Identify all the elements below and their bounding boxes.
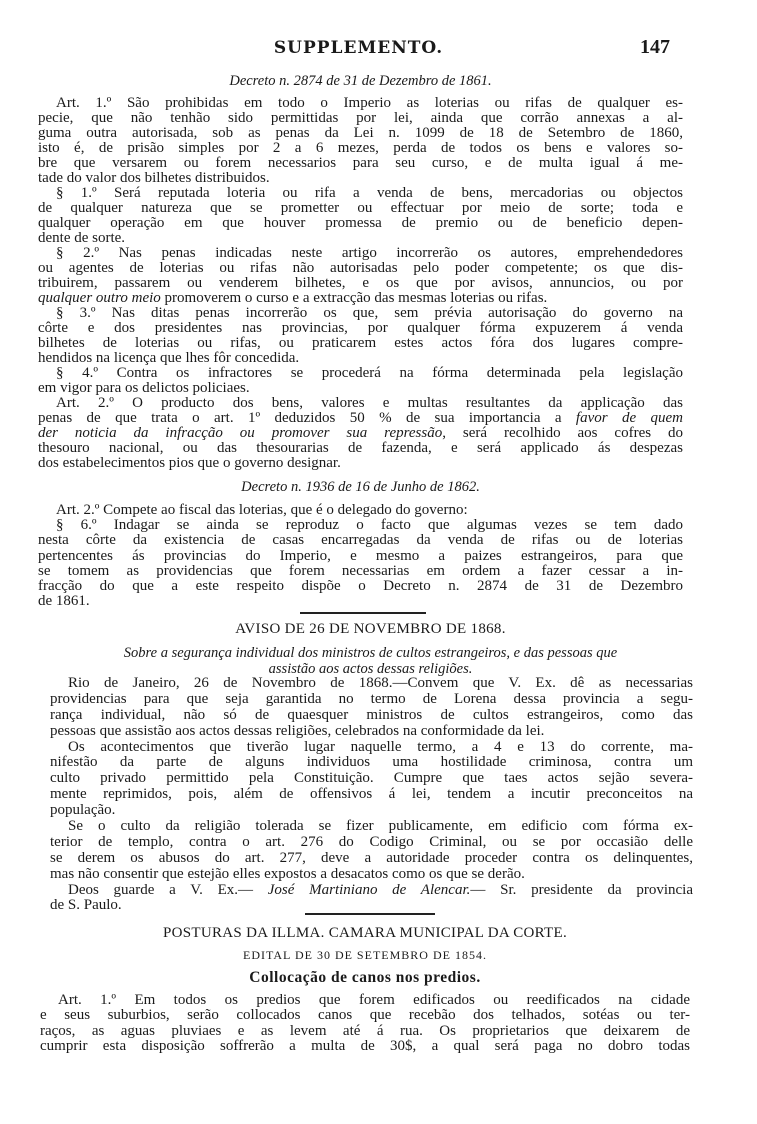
italic-text: José Martiniano de Alencar. <box>267 881 471 898</box>
text-line: terior de templo, contra o art. 276 do Codigo Criminal, ou se por occasião delle <box>50 833 693 850</box>
aviso-body <box>50 676 693 914</box>
text-line <box>50 883 693 899</box>
text-line: de 1861. <box>38 593 90 610</box>
posturas-title: POSTURAS DA ILLMA. CAMARA MUNICIPAL DA CORTE. <box>162 925 568 941</box>
text-line: se tomem as providencias que forem necessarias em ordem a fazer cessar a in- <box>38 562 683 579</box>
text-line: thesouro nacional, ou das thesourarias de fazenda, e será applicado ás despezas <box>38 440 683 456</box>
text-line: Se o culto da religião tolerada se fizer publicamente, em edificio com fórma ex- <box>68 818 693 835</box>
text-line: nifestão da parte de alguns individuos uma hostilidade criminosa, contra um <box>50 754 693 771</box>
text-line: § 4.º Contra os infractores se procederá na fórma determinada pela legislação <box>56 365 683 381</box>
text-segment: Deos guarde a V. Ex.— <box>68 881 268 898</box>
text-line: rança individual, não só de quaesquer ministros de cultos estrangeiros, como das <box>50 706 693 723</box>
text-line: isto é, de prisão simples por 2 a 6 mezes, perda de todos os bens e valores so- <box>38 140 683 156</box>
text-line <box>38 411 683 426</box>
section-divider <box>305 913 435 915</box>
text-line: Art. 2.º O producto dos bens, valores e multas resultantes da applicação das <box>56 395 683 411</box>
text-line: § 3.º Nas ditas penas incorrerão os que, sem prévia autorisação do governo na <box>56 305 683 321</box>
text-line: de S. Paulo. <box>50 897 122 914</box>
paragraph <box>38 306 683 366</box>
text-line: nesta côrte da existencia de casas encarregadas da venda de rifas ou de loterias <box>38 532 683 549</box>
aviso-subtitle-line: Sobre a segurança individual dos ministros de cultos estrangeiros, e das pessoas que <box>123 645 618 661</box>
text-line: bre que versarem ou forem necessarios para seu curso, e de multa igual á me- <box>38 155 683 171</box>
paragraph <box>50 883 693 915</box>
paragraph <box>38 396 683 471</box>
text-line: dente de sorte. <box>38 230 126 246</box>
aviso-subtitle <box>48 645 693 677</box>
decree-1861-title: Decreto n. 2874 de 31 de Dezembro de 1861. <box>229 73 492 89</box>
text-segment: — Sr. presidente da provincia <box>470 881 693 898</box>
text-line: côrte e dos presidentes nas provincias, por qualquer fórma expuzerem á venda <box>38 320 683 336</box>
paragraph <box>38 518 683 609</box>
decree-1862-title: Decreto n. 1936 de 16 de Junho de 1862. <box>241 479 480 495</box>
text-line <box>38 426 683 441</box>
text-line: tade do valor dos bilhetes distribuidos. <box>38 170 270 186</box>
text-line: raços, as aguas pluviaes e as levem até á rua. Os proprietarios que deixarem de <box>40 1022 690 1039</box>
posturas-subject: Collocação de canos nos predios. <box>249 969 481 986</box>
text-segment: , será recolhido aos cofres do <box>442 425 683 441</box>
text-line: Art. 2.º Compete ao fiscal das loterias, que é o delegado do governo: <box>56 502 468 518</box>
text-line: Art. 1.º Em todos os predios que forem edificados ou reedificados na cidade <box>58 992 690 1008</box>
paragraph <box>38 96 683 186</box>
text-line: § 6.º Indagar se ainda se reproduz o facto que algumas vezes se tem dado <box>56 517 683 534</box>
aviso-title: AVISO DE 26 DE NOVEMBRO DE 1868. <box>235 621 506 637</box>
paragraph <box>38 503 683 518</box>
edital-date: EDITAL DE 30 DE SETEMBRO DE 1854. <box>243 948 487 962</box>
text-segment: promoverem o curso e a extracção das mesmas loterias ou rifas. <box>160 290 548 306</box>
text-line <box>38 291 683 306</box>
text-line: qualquer operação em que houver promessa de premio ou de beneficio depen- <box>38 215 683 231</box>
text-line: fracção do que a este respeito dispõe o Decreto n. 2874 de 31 de Dezembro <box>38 577 683 594</box>
text-line: pecie, que não tenhão sido permittidas por lei, ainda que corrão annexas a al- <box>38 110 683 126</box>
text-line: providencias para que seja garantida no termo de Lorena dessa provincia a segu- <box>50 690 693 707</box>
posturas-body <box>40 993 690 1054</box>
paragraph <box>50 740 693 819</box>
text-line: hendidos na licença que lhes fôr concedida. <box>38 350 300 366</box>
running-header-title: SUPPLEMENTO. <box>273 38 444 58</box>
text-line: Art. 1.º São prohibidas em todo o Imperio as loterias ou rifas de qualquer es- <box>56 95 683 111</box>
text-line: Os acontecimentos que tiverão lugar naquelle termo, a 4 e 13 do corrente, ma- <box>68 738 693 755</box>
aviso-subtitle-line: assistão aos actos dessas religiões. <box>268 661 473 677</box>
paragraph <box>38 366 683 396</box>
text-segment: penas de que trata o art. 1º deduzidos 50 % de sua importancia a <box>38 410 576 426</box>
text-line: Rio de Janeiro, 26 de Novembro de 1868.—Convem que V. Ex. dê as necessarias <box>68 675 693 691</box>
text-line: mente reprimidos, pois, além de offensivos á lei, tendem a incutir preconceitos na <box>50 786 693 803</box>
decree-1861-body <box>38 96 683 471</box>
text-line: dos estabelecimentos pios que o governo designar. <box>38 455 341 471</box>
paragraph <box>38 246 683 306</box>
italic-text: favor de quem <box>575 410 683 426</box>
text-line: em vigor para os delictos policiaes. <box>38 380 250 396</box>
text-line: população. <box>50 802 116 819</box>
text-line: pertencentes ás provincias do Imperio, e mesmo a paizes estrangeiros, para que <box>38 547 683 564</box>
text-line: de qualquer natureza que se prometter ou effectuar por meio de sorte; toda e <box>38 200 683 216</box>
paragraph <box>50 819 693 883</box>
paragraph <box>50 676 693 740</box>
text-line: se derem os abusos do art. 277, deve a autoridade proceder contra os delinquentes, <box>50 849 693 866</box>
italic-text: qualquer outro meio <box>38 290 161 306</box>
text-line: ou agentes de loterias ou rifas não autorisadas pelo poder competente; os que dis- <box>38 260 683 276</box>
section-divider <box>300 612 426 614</box>
text-line: tribuirem, passarem ou venderem bilhetes, e os que por avisos, annuncios, ou por <box>38 275 683 291</box>
text-line: § 2.º Nas penas indicadas neste artigo incorrerão os autores, emprehendedores <box>56 245 683 261</box>
text-line: mas não consentir que estejão elles expostos a desacatos como os que se derão. <box>50 865 525 882</box>
paragraph <box>38 186 683 246</box>
text-line: guma outra autorisada, sob as penas da Lei n. 1099 de 18 de Setembro de 1860, <box>38 125 683 141</box>
text-line: culto privado permittido pela Constituição. Cumpre que taes actos sejão severa- <box>50 770 693 787</box>
text-line: cumprir esta disposição soffrerão a multa de 30$, a qual será paga no dobro todas <box>40 1037 690 1054</box>
text-line: § 1.º Será reputada loteria ou rifa a venda de bens, mercadorias ou objectos <box>56 185 683 201</box>
text-line: e seus suburbios, serão collocados canos que recebão dos telhados, sotéas ou ter- <box>40 1007 690 1024</box>
text-line: pessoas que assistão aos actos dessas religiões, celebrados na conformidade da lei. <box>50 722 545 739</box>
italic-text: der noticia da infracção ou promover sua repressão <box>38 425 443 441</box>
text-line: bilhetes de loterias ou rifas, ou praticarem estes actos fóra dos lugares compre- <box>38 335 683 351</box>
decree-1862-body <box>38 503 683 609</box>
page-number: 147 <box>640 36 670 58</box>
paragraph <box>40 993 690 1054</box>
